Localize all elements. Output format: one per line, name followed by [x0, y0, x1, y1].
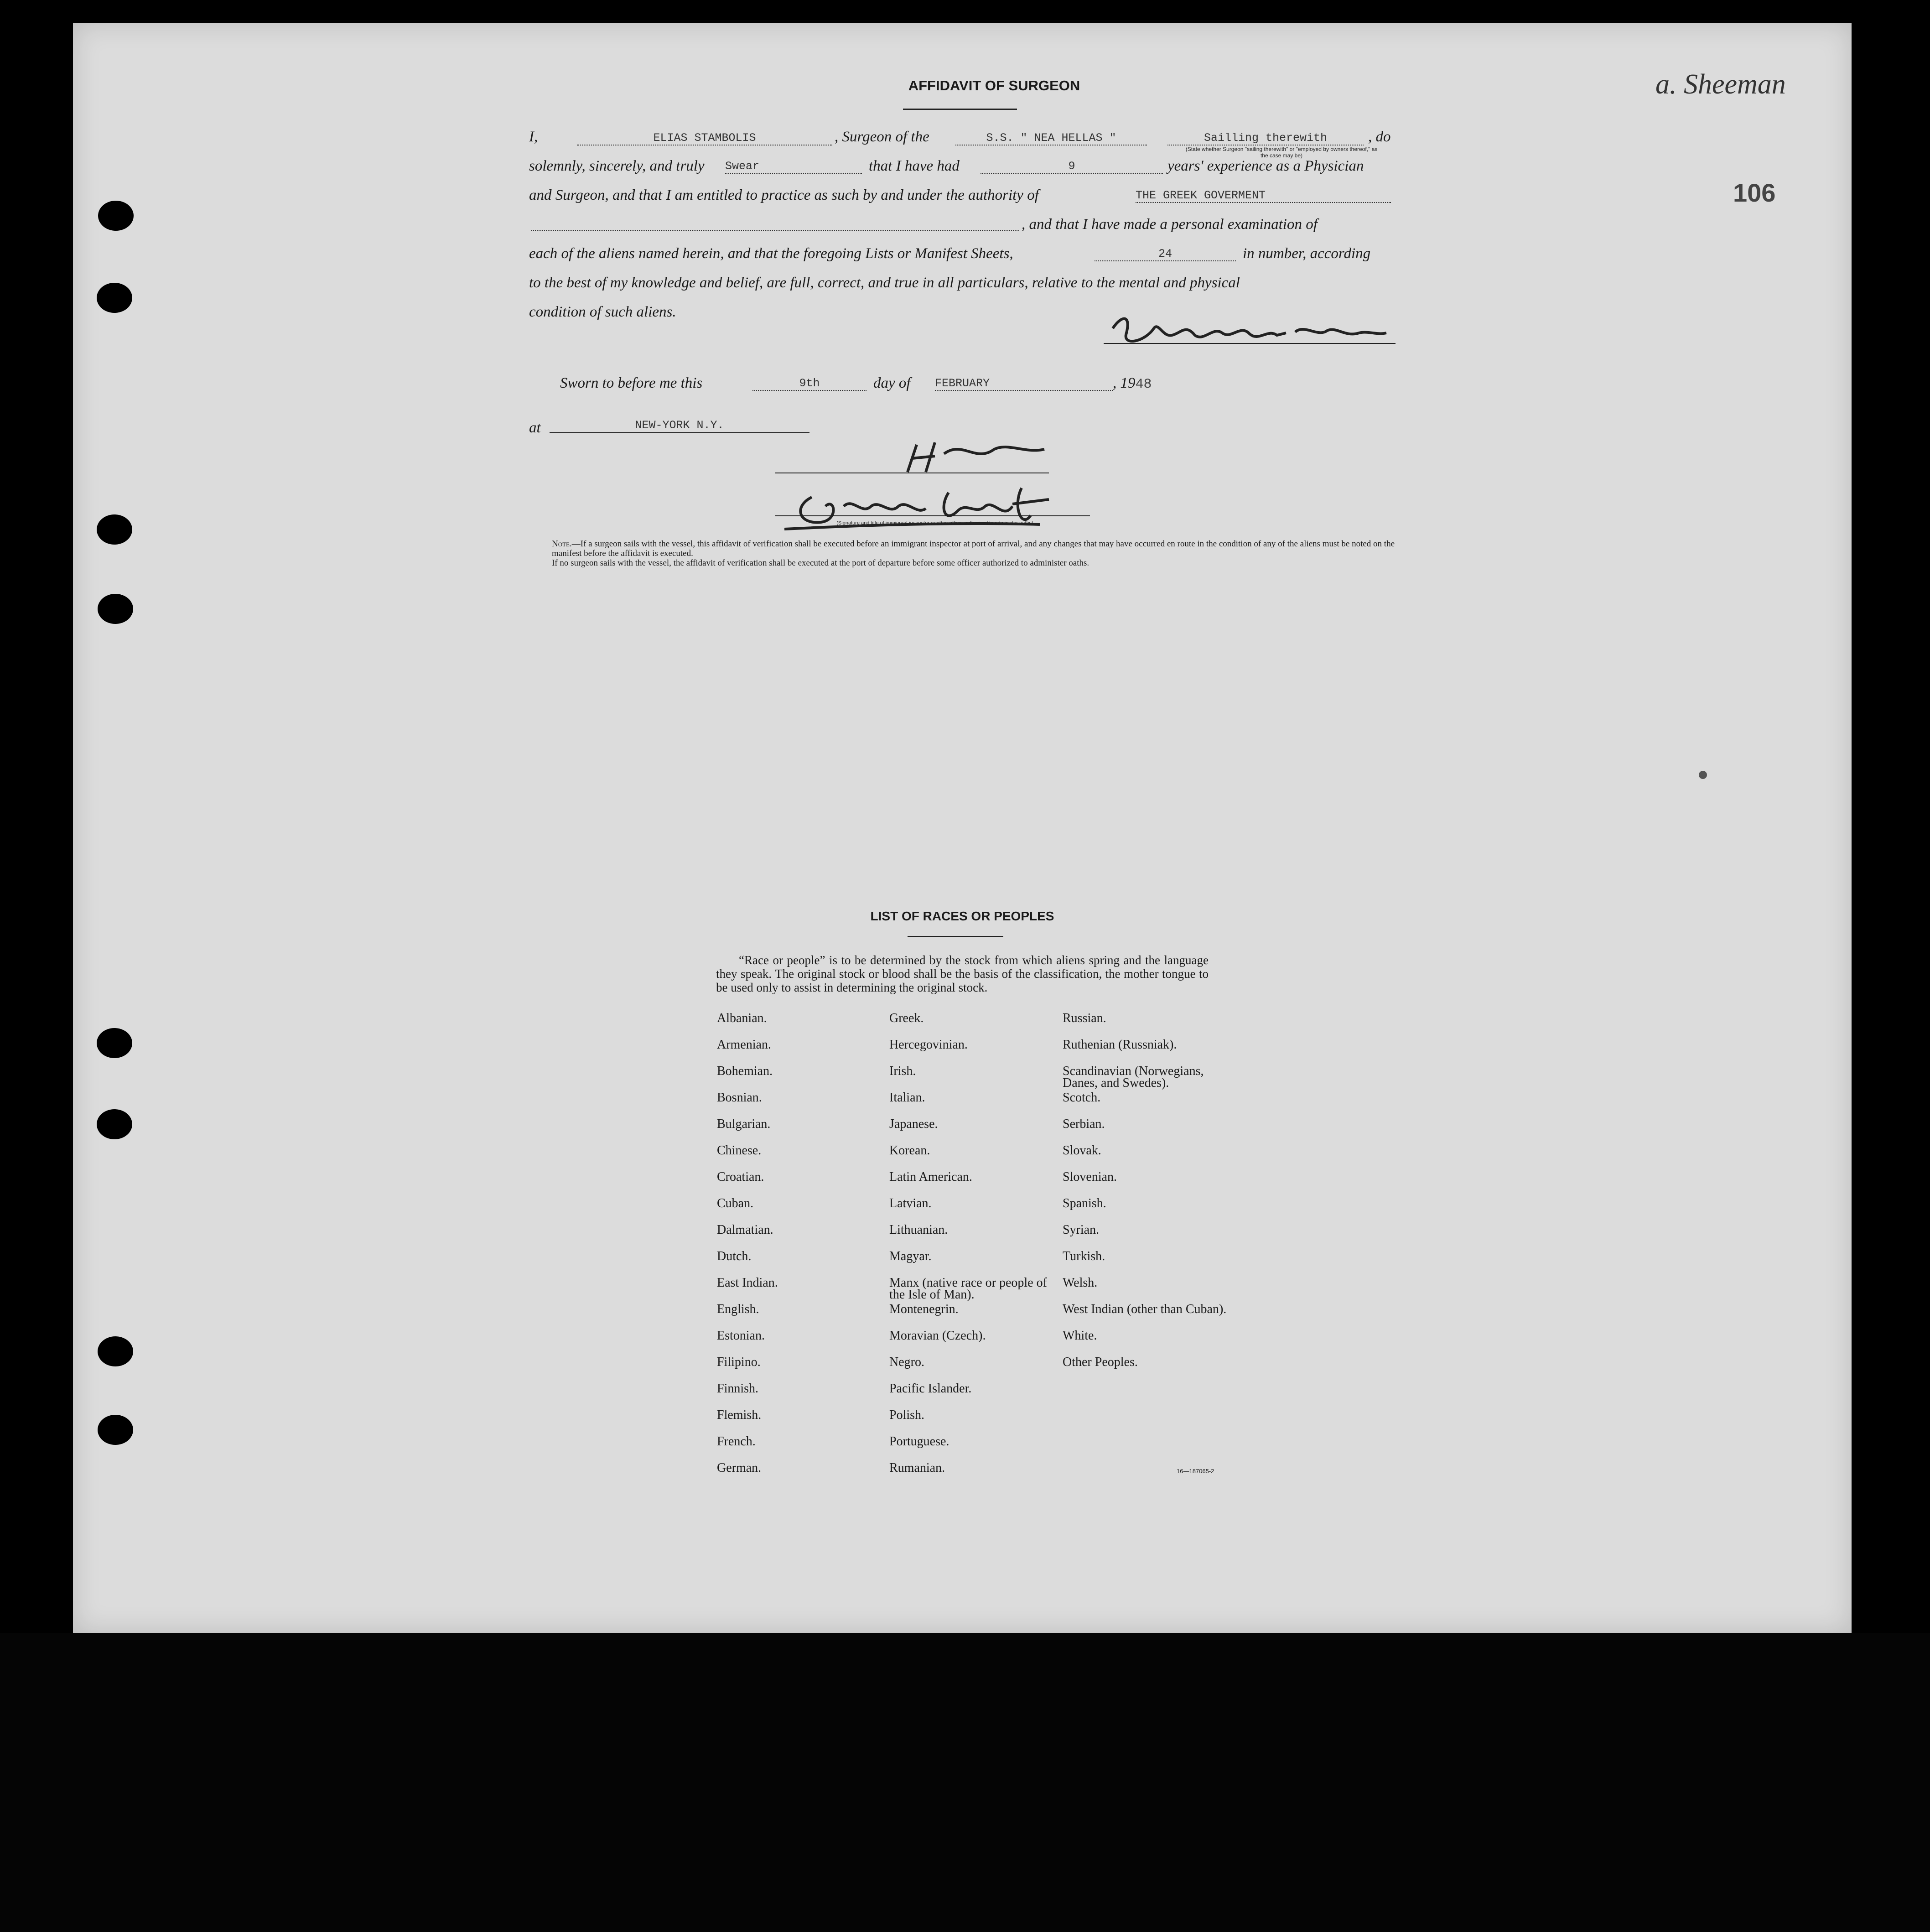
- sworn-day-field: 9th: [752, 377, 866, 391]
- surgeon-signature: [1104, 310, 1400, 351]
- binder-hole: [98, 594, 133, 624]
- page-number: 106: [1733, 178, 1776, 207]
- race-item: Turkish.: [1063, 1249, 1105, 1263]
- races-title: LIST OF RACES OR PEOPLES: [870, 909, 1054, 923]
- race-item: Negro.: [889, 1355, 924, 1369]
- races-intro: [716, 953, 1209, 994]
- title-rule: [903, 109, 1017, 110]
- year-line: [1113, 375, 1152, 392]
- race-item: Welsh.: [1063, 1276, 1098, 1290]
- race-item: Pacific Islander.: [889, 1381, 972, 1396]
- authority-continuation-field: [531, 218, 1019, 231]
- capacity-note: (State whether Surgeon "sailing therewith" or "employed by owners thereof," as the case may be): [1185, 146, 1378, 159]
- form-code: 16—187065-2: [1177, 1468, 1214, 1475]
- vessel-field: S.S. " NEA HELLAS ": [955, 131, 1147, 145]
- sworn-place-field: NEW-YORK N.Y.: [550, 419, 809, 433]
- surgeon-signature-line: [1104, 343, 1396, 344]
- note-text-2: If no surgeon sails with the vessel, the affidavit of verification shall be executed at the port of departure before some officer authorized to administer oaths.: [552, 558, 1090, 568]
- years-field: 9: [981, 160, 1163, 174]
- solemnly-label: solemnly, sincerely, and truly: [529, 158, 705, 174]
- race-item: English.: [717, 1302, 759, 1316]
- race-item: Magyar.: [889, 1249, 932, 1263]
- race-item: Chinese.: [717, 1143, 762, 1158]
- binder-hole: [97, 514, 132, 545]
- race-item: Spanish.: [1063, 1196, 1106, 1210]
- race-item: Russian.: [1063, 1011, 1106, 1025]
- surgeon-of-label: , Surgeon of the: [835, 129, 929, 145]
- race-item: Moravian (Czech).: [889, 1329, 986, 1343]
- race-item: Estonian.: [717, 1329, 765, 1343]
- in-number-label: in number, according: [1243, 245, 1371, 262]
- binder-hole: [98, 201, 134, 231]
- inspector-caption: (Signature and title of immigrant inspector or other officer authorized to administer oaths): [836, 520, 1033, 526]
- oath-field: Swear: [725, 160, 862, 174]
- year-suffix: 48: [1135, 377, 1152, 392]
- race-item: German.: [717, 1461, 762, 1475]
- race-item: Slovenian.: [1063, 1170, 1117, 1184]
- sheets-field: 24: [1095, 247, 1236, 261]
- race-item: Serbian.: [1063, 1117, 1105, 1131]
- races-title-rule: [908, 936, 1003, 937]
- race-item: Dutch.: [717, 1249, 752, 1263]
- binder-hole: [97, 1028, 132, 1058]
- race-item: Manx (native race or people of the Isle of Man).: [889, 1276, 1047, 1302]
- race-item: Scandinavian (Norwegians, Danes, and Swedes).: [1063, 1064, 1204, 1090]
- race-item: Greek.: [889, 1011, 924, 1025]
- race-item: Finnish.: [717, 1381, 759, 1396]
- examination-label: , and that I have made a personal examination of: [1022, 216, 1318, 233]
- race-item: Scotch.: [1063, 1091, 1101, 1105]
- race-item: Croatian.: [717, 1170, 764, 1184]
- race-item: Other Peoples.: [1063, 1355, 1138, 1369]
- knowledge-text: to the best of my knowledge and belief, are full, correct, and true in all particulars, relative to the mental and physical: [529, 275, 1240, 291]
- race-item: Irish.: [889, 1064, 916, 1078]
- race-item: Hercegovinian.: [889, 1038, 968, 1052]
- authority-label: and Surgeon, and that I am entitled to practice as such by and under the authority of: [529, 187, 1039, 203]
- race-item: Ruthenian (Russniak).: [1063, 1038, 1177, 1052]
- race-item: French.: [717, 1434, 756, 1449]
- race-item: Japanese.: [889, 1117, 938, 1131]
- races-column-2: [889, 1013, 1053, 1489]
- inspector-initials-signature: [880, 436, 1063, 477]
- race-item: Polish.: [889, 1408, 925, 1422]
- race-item: Portuguese.: [889, 1434, 949, 1449]
- scan-background: [0, 1633, 1930, 1932]
- race-item: Italian.: [889, 1091, 925, 1105]
- affidavit-title: AFFIDAVIT OF SURGEON: [908, 78, 1080, 93]
- race-item: Dalmatian.: [717, 1223, 773, 1237]
- surgeon-name-field: ELIAS STAMBOLIS: [577, 131, 832, 145]
- race-item: Korean.: [889, 1143, 930, 1158]
- capacity-field: Sailling therewith: [1167, 131, 1364, 145]
- race-item: Bohemian.: [717, 1064, 773, 1078]
- race-item: Slovak.: [1063, 1143, 1101, 1158]
- have-had-label: that I have had: [869, 158, 960, 174]
- binder-hole: [98, 1415, 133, 1445]
- race-item: Montenegrin.: [889, 1302, 959, 1316]
- i-label: I,: [529, 129, 538, 145]
- race-item: Lithuanian.: [889, 1223, 948, 1237]
- binder-hole: [97, 1109, 132, 1139]
- affidavit-note: [529, 539, 1396, 568]
- sworn-month-field: FEBRUARY: [935, 377, 1113, 391]
- day-of-label: day of: [873, 375, 911, 391]
- race-item: Bosnian.: [717, 1091, 762, 1105]
- race-item: Albanian.: [717, 1011, 767, 1025]
- races-column-1: [717, 1013, 881, 1489]
- note-text: —If a surgeon sails with the vessel, this affidavit of verification shall be executed before an immigrant inspector at port of arrival, and any changes that may have occurred en route in the condition of any of the aliens must be noted on the manifest before the affidavit is executed.: [552, 539, 1395, 558]
- authority-field: THE GREEK GOVERMENT: [1136, 189, 1391, 203]
- binder-hole: [98, 1336, 133, 1366]
- race-item: Cuban.: [717, 1196, 754, 1210]
- sworn-label: Sworn to before me this: [560, 375, 703, 391]
- race-item: East Indian.: [717, 1276, 778, 1290]
- race-item: Filipino.: [717, 1355, 761, 1369]
- affidavit-line-1: [529, 129, 538, 145]
- race-item: Bulgarian.: [717, 1117, 771, 1131]
- ink-spot: [1699, 771, 1707, 779]
- race-item: West Indian (other than Cuban).: [1063, 1302, 1227, 1316]
- race-item: Latin American.: [889, 1170, 972, 1184]
- at-label: at: [529, 420, 541, 436]
- condition-text: condition of such aliens.: [529, 304, 676, 320]
- binder-hole: [97, 283, 132, 313]
- note-label: Note.: [552, 539, 572, 549]
- race-item: Rumanian.: [889, 1461, 945, 1475]
- race-item: Flemish.: [717, 1408, 762, 1422]
- races-column-3: [1063, 1013, 1227, 1383]
- aliens-label: each of the aliens named herein, and that the foregoing Lists or Manifest Sheets,: [529, 245, 1013, 262]
- races-intro-text: “Race or people” is to be determined by the stock from which aliens spring and the language they speak. The original stock or blood shall be the basis of the classification, the mother tongue to be used only to assist in determining the original stock.: [716, 953, 1209, 994]
- year-prefix: , 19: [1113, 375, 1136, 391]
- margin-note: a. Sheeman: [1655, 69, 1786, 100]
- experience-label: years' experience as a Physician: [1167, 158, 1364, 174]
- race-item: Latvian.: [889, 1196, 932, 1210]
- race-item: White.: [1063, 1329, 1097, 1343]
- race-item: Armenian.: [717, 1038, 771, 1052]
- do-label: , do: [1368, 129, 1391, 145]
- inspector-signature-line-2: [775, 515, 1090, 516]
- race-item: Syrian.: [1063, 1223, 1100, 1237]
